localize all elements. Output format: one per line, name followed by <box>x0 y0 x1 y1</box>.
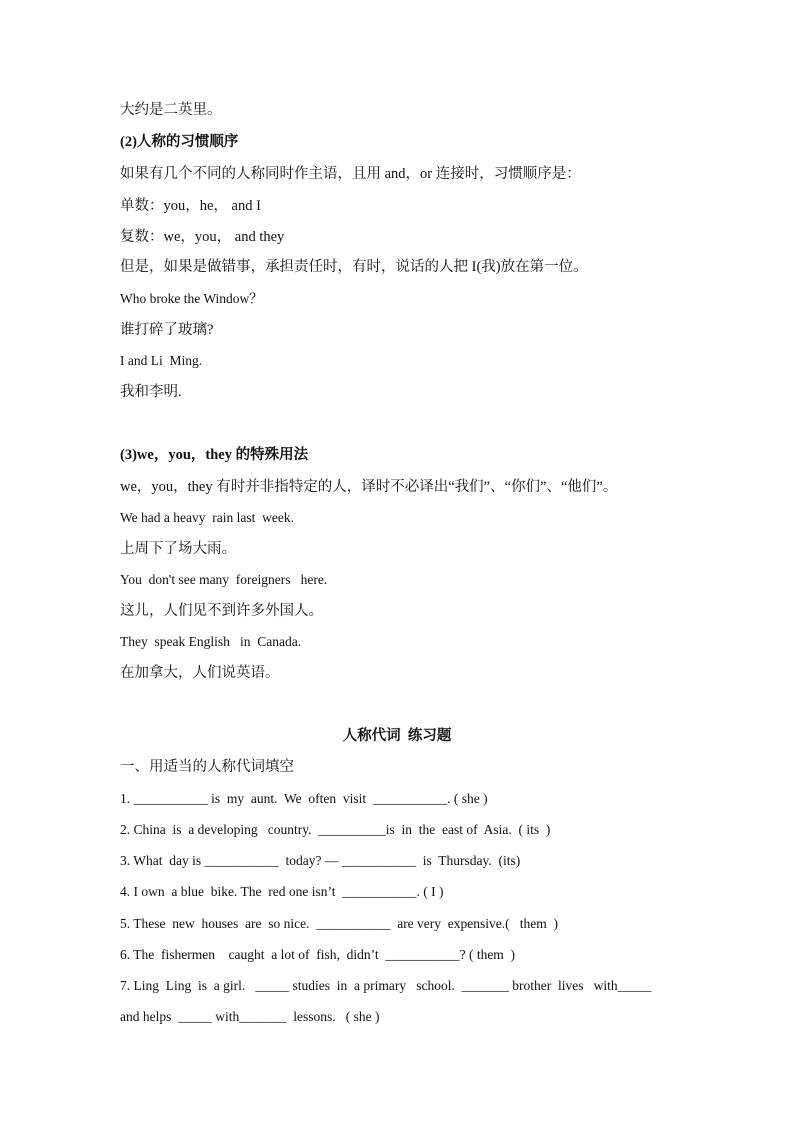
section-heading-3: (3)we，you，they 的特殊用法 <box>120 447 309 463</box>
example-translation: 上周下了场大雨。 <box>120 541 236 557</box>
example-translation: 在加拿大，人们说英语。 <box>120 665 280 681</box>
exercise-item: 1. ___________ is my aunt. We often visit ___________. ( she ) <box>120 791 488 806</box>
example-translation: 谁打碎了玻璃? <box>120 322 214 338</box>
example-sentence: We had a heavy rain last week. <box>120 510 294 525</box>
exercise-title: 人称代词 练习题 <box>342 728 452 744</box>
text-line: 单数：you，he， and I <box>120 198 261 214</box>
example-sentence: You don't see many foreigners here. <box>120 572 328 587</box>
text-line: 大约是二英里。 <box>120 102 222 118</box>
text-line: 但是，如果是做错事，承担责任时，有时，说话的人把 I(我)放在第一位。 <box>120 259 588 275</box>
example-sentence: Who broke the Window？ <box>120 291 263 306</box>
exercise-item: 4. I own a blue bike. The red one isn’t ___________. ( I ) <box>120 884 444 899</box>
exercise-item: 7. Ling Ling is a girl. _____ studies in a primary school. _______ brother lives with_____ <box>120 978 652 993</box>
section-heading-2: (2)人称的习惯顺序 <box>120 134 239 150</box>
exercise-item-continuation: and helps _____ with_______ lessons. ( she ) <box>120 1009 380 1024</box>
exercise-item: 2. China is a developing country. __________is in the east of Asia. ( its ) <box>120 822 551 837</box>
example-translation: 这儿，人们见不到许多外国人。 <box>120 603 323 619</box>
text-line: 如果有几个不同的人称同时作主语，且用 and，or 连接时，习惯顺序是： <box>120 166 581 182</box>
exercise-item: 3. What day is ___________ today? — ___________ is Thursday. (its) <box>120 853 521 868</box>
exercise-item: 6. The fishermen caught a lot of fish, didn’t ___________? ( them ) <box>120 947 516 962</box>
example-sentence: They speak English in Canada. <box>120 634 302 649</box>
text-line: we，you，they 有时并非指特定的人，译时不必译出“我们”、“你们”、“他们”。 <box>120 479 618 495</box>
example-translation: 我和李明. <box>120 384 182 400</box>
exercise-item: 5. These new houses are so nice. ___________ are very expensive.( them ) <box>120 916 559 931</box>
example-sentence: I and Li Ming. <box>120 353 203 368</box>
exercise-section-heading: 一、用适当的人称代词填空 <box>120 759 294 775</box>
text-line: 复数：we，you， and they <box>120 229 285 245</box>
